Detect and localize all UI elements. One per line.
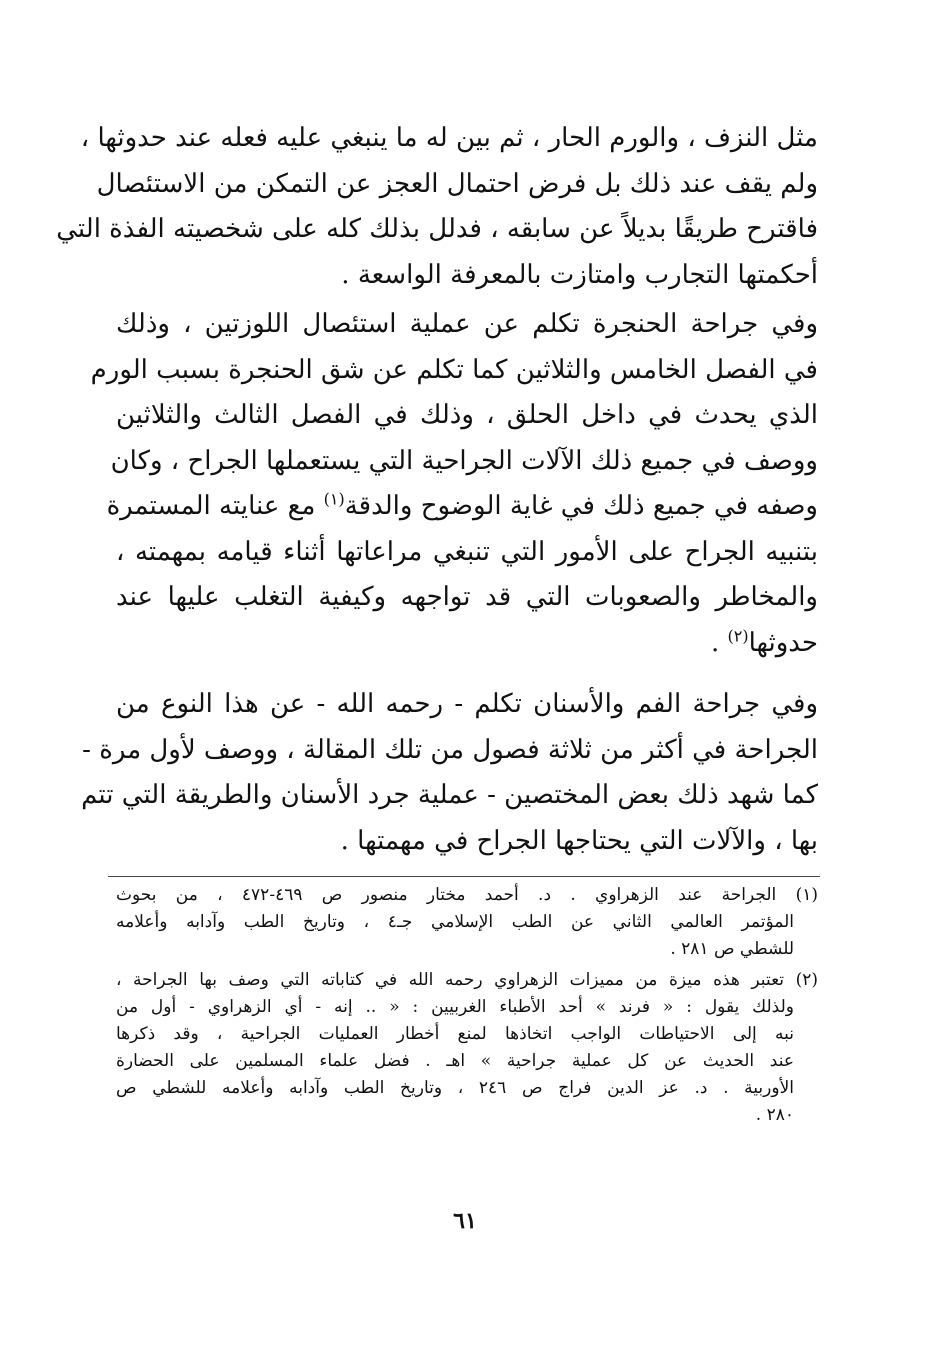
footnote-ref-2: (٢) [727,625,749,645]
text-line: وفي جراحة الفم والأسنان تكلم - رحمه الله - عن هذا النوع من [116,689,818,719]
body-paragraph-3 [81,682,818,864]
text-line: ولم يقف عند ذلك بل فرض احتمال العجز عن التمكن من الاستئصال [96,168,818,199]
text-line: ووصف في جميع ذلك الآلات الجراحية التي يستعملها الجراح ، وكان [110,445,818,476]
body-paragraph-1 [56,116,818,298]
footnote-line: (١) الجراحة عند الزهراوي . د. أحمد مختار منصور ص ٤٦٩-٤٧٢ ، من بحوث [116,885,818,905]
footnote-1 [116,882,818,963]
text-line: الذي يحدث في داخل الحلق ، وذلك في الفصل الثالث والثلاثين [116,400,818,430]
footnote-line: نبه إلى الاحتياطات الواجب اتخاذها لمنع أخطار العمليات الجراحية ، وقد ذكرها [116,1024,794,1044]
footnotes [116,882,818,1133]
text-line: مثل النزف ، والورم الحار ، ثم بين له ما ينبغي عليه فعله عند حدوثها ، [80,123,818,153]
text-line: فاقترح طريقًا بديلاً عن سابقه ، فدلل بذلك كله على شخصيته الفذة التي [56,214,818,244]
text-line-with-ref [116,621,818,667]
text-line: الجراحة في أكثر من ثلاثة فصول من تلك المقالة ، ووصف لأول مرة - [82,734,818,765]
text-segment: . [710,627,720,658]
body-paragraph-2 [90,302,818,666]
footnote-line: المؤتمر العالمي الثاني عن الطب الإسلامي جـ٤ ، وتاريخ الطب وآدابه وأعلامه [116,912,794,932]
text-line: أحكمتها التجارب وامتازت بالمعرفة الواسعة . [341,259,818,290]
footnote-2 [116,967,818,1129]
footnote-line: للشطي ص ٢٨١ . [670,939,794,959]
footnote-separator [108,876,820,877]
text-line: بتنبيه الجراح على الأمور التي تنبغي مراعاتها أثناء قيامه بمهمته ، [116,536,818,567]
footnote-line: عند الحديث عن كل عملية جراحية » اهـ . فضل علماء المسلمين على الحضارة [116,1051,794,1071]
footnote-line: الأوربية . د. عز الدين فراج ص ٢٤٦ ، وتاريخ الطب وآدابه وأعلامه للشطي ص [116,1078,794,1098]
text-segment: حدوثها [748,627,818,658]
footnote-line: (٢) تعتبر هذه ميزة من مميزات الزهراوي رحمه الله في كتاباته التي وصف بها الجراحة ، [116,970,818,990]
text-segment: وصفه في جميع ذلك في غاية الوضوح والدقة [344,491,818,521]
text-line: وفي جراحة الحنجرة تكلم عن عملية استئصال اللوزتين ، وذلك [116,309,818,339]
text-line-with-ref [106,484,818,530]
page-number: ٦١ [453,1208,477,1234]
text-line: بها ، والآلات التي يحتاجها الجراح في مهمتها . [340,825,818,856]
text-line: في الفصل الخامس والثلاثين كما تكلم عن شق الحنجرة بسبب الورم [90,354,818,385]
footnote-ref-1: (١) [323,489,345,509]
footnote-line: ٢٨٠ . [755,1105,794,1125]
text-segment: مع عنايته المستمرة [106,491,316,521]
text-line: كما شهد ذلك بعض المختصين - عملية جرد الأسنان والطريقة التي تتم [81,780,818,810]
footnote-line: ولذلك يقول : « فرند » أحد الأطباء الغربيين : « .. إنه - أي الزهراوي - أول من [116,997,794,1017]
text-line: والمخاطر والصعوبات التي قد تواجهه وكيفية التغلب عليها عند [116,582,818,612]
